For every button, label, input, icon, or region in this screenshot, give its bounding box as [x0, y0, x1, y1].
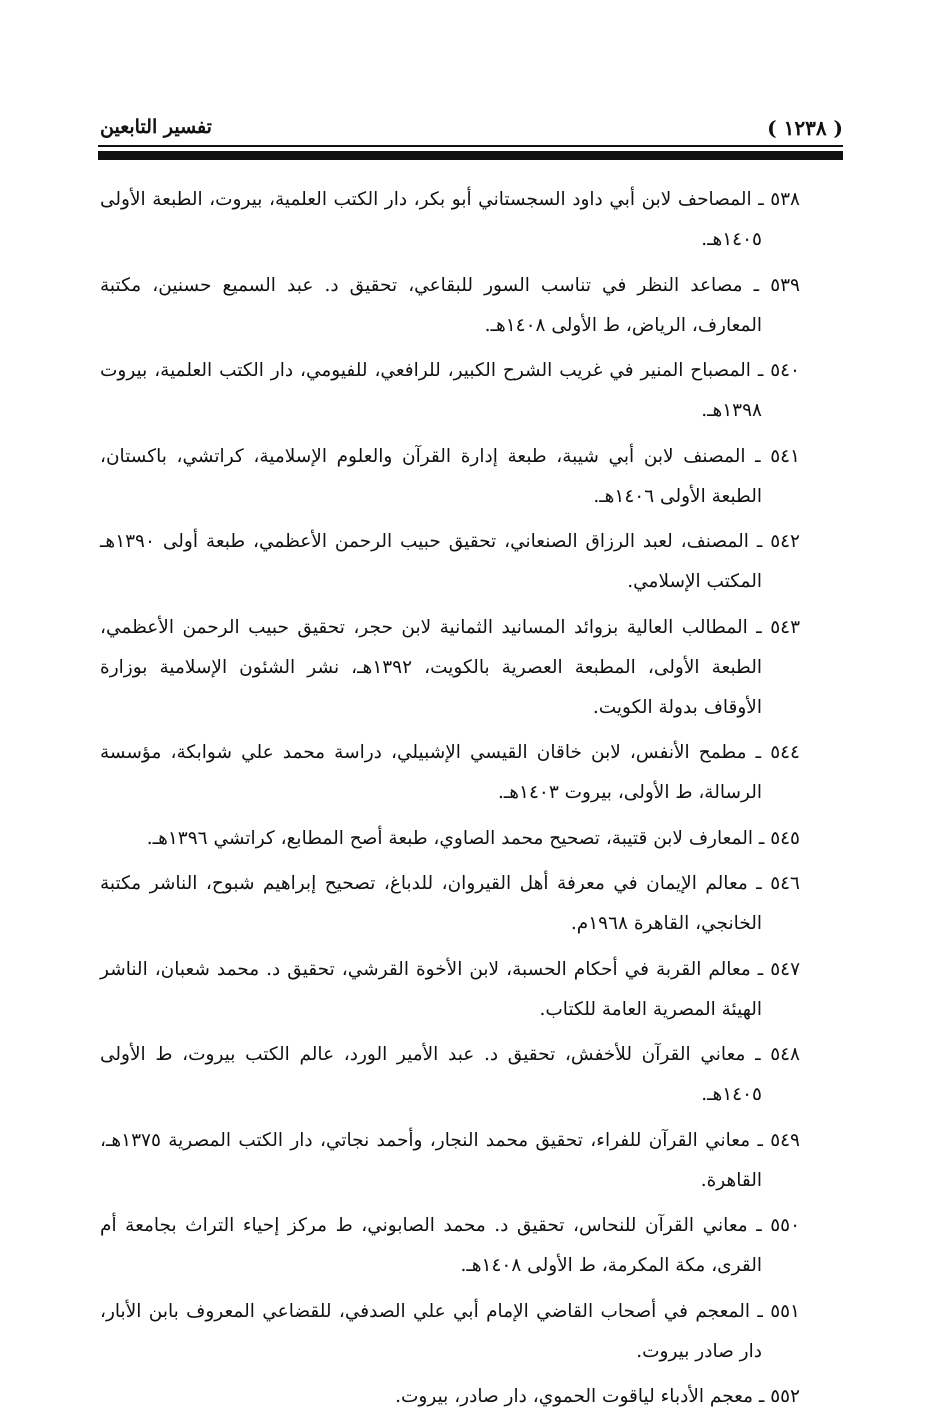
entry-number: ٥٤١ [770, 445, 800, 467]
entry-number: ٥٤٧ [770, 958, 801, 980]
header-rule-thick [98, 151, 843, 160]
entry-number: ٥٣٨ [770, 189, 800, 210]
bibliography-list [100, 180, 800, 1423]
entry-text: معجم الأدباء لياقوت الحموي، دار صادر، بيروت. [395, 1386, 753, 1407]
entry-text: المعجم في أصحاب القاضي الإمام أبي علي الصدفي، للقضاعي المعروف بابن الأبار، دار صادر بيروت. [100, 1300, 762, 1362]
bibliography-entry: ٥٤٨ ـ معاني القرآن للأخفش، تحقيق د. عبد الأمير الورد، عالم الكتب بيروت، ط الأولى ١٤٠٥هـ. [100, 1044, 800, 1105]
entry-text: مطمح الأنفس، لابن خاقان القيسي الإشبيلي، دراسة محمد علي شوابكة، مؤسسة الرسالة، ط الأولى، بيروت ١٤٠٣هـ. [100, 742, 762, 803]
bibliography-entry: ٥٤١ ـ المصنف لابن أبي شيبة، طبعة إدارة القرآن والعلوم الإسلامية، كراتشي، باكستان، الطبعة الأولى ١٤٠٦هـ. [100, 445, 800, 507]
bibliography-entry: ٥٤٣ ـ المطالب العالية بزوائد المسانيد الثمانية لابن حجر، تحقيق حبيب الرحمن الأعظمي، الطبعة الأولى، المطبعة العصرية بالكويت، ١٣٩٢هـ، نشر الشئون الإسلامية بوزارة الأوقاف بدولة الكويت. [100, 616, 801, 718]
entry-text: المطالب العالية بزوائد المسانيد الثمانية لابن حجر، تحقيق حبيب الرحمن الأعظمي، الطبعة الأولى، المطبعة العصرية بالكويت، ١٣٩٢هـ، نشر الشئون الإسلامية بوزارة الأوقاف بدولة الكويت. [100, 616, 762, 718]
bibliography-entry: ٥٤٩ ـ معاني القرآن للفراء، تحقيق محمد النجار، وأحمد نجاتي، دار الكتب المصرية ١٣٧٥هـ، القاهرة. [100, 1129, 800, 1191]
bibliography-entry: ٥٥٢ ـ معجم الأدباء لياقوت الحموي، دار صادر، بيروت. [395, 1386, 800, 1407]
entry-number: ٥٥١ [770, 1300, 800, 1322]
entry-text: معاني القرآن للفراء، تحقيق محمد النجار، وأحمد نجاتي، دار الكتب المصرية ١٣٧٥هـ، القاهرة. [100, 1129, 762, 1191]
entry-number: ٥٤٨ [770, 1044, 800, 1065]
entry-text: معالم القربة في أحكام الحسبة، لابن الأخوة القرشي، تحقيق د. محمد شعبان، الناشر الهيئة المصرية العامة للكتاب. [100, 958, 762, 1020]
entry-number: ٥٤٩ [770, 1129, 800, 1151]
entry-number: ٥٤٣ [770, 616, 801, 638]
entry-text: المصاحف لابن أبي داود السجستاني أبو بكر، دار الكتب العلمية، بيروت، الطبعة الأولى ١٤٠٥هـ. [100, 189, 762, 250]
entry-number: ٥٤٦ [770, 873, 800, 894]
entry-number: ٥٥٢ [770, 1386, 800, 1407]
bibliography-entry: ٥٥١ ـ المعجم في أصحاب القاضي الإمام أبي علي الصدفي، للقضاعي المعروف بابن الأبار، دار صادر بيروت. [100, 1300, 800, 1362]
entry-text: معاني القرآن للأخفش، تحقيق د. عبد الأمير الورد، عالم الكتب بيروت، ط الأولى ١٤٠٥هـ. [100, 1044, 762, 1105]
entry-number: ٥٤٤ [770, 742, 800, 763]
bibliography-entry: ٥٤٦ ـ معالم الإيمان في معرفة أهل القيروان، للدباغ، تصحيح إبراهيم شبوح، الناشر مكتبة الخانجي، القاهرة ١٩٦٨م. [100, 873, 800, 934]
page-number: ( ١٢٣٨ ) [767, 116, 843, 140]
entry-text: المصباح المنير في غريب الشرح الكبير، للرافعي، للفيومي، دار الكتب العلمية، بيروت ١٣٩٨هـ. [100, 360, 762, 421]
bibliography-entry: ٥٤٤ ـ مطمح الأنفس، لابن خاقان القيسي الإشبيلي، دراسة محمد علي شوابكة، مؤسسة الرسالة، ط الأولى، بيروت ١٤٠٣هـ. [100, 742, 800, 803]
entry-text: المعارف لابن قتيبة، تصحيح محمد الصاوي، طبعة أصح المطابع، كراتشي ١٣٩٦هـ. [146, 827, 753, 849]
running-title: تفسير التابعين [100, 116, 212, 138]
entry-number: ٥٥٠ [770, 1215, 801, 1236]
bibliography-entry: ٥٥٠ ـ معاني القرآن للنحاس، تحقيق د. محمد الصابوني، ط مركز إحياء التراث بجامعة أم القرى، مكة المكرمة، ط الأولى ١٤٠٨هـ. [100, 1215, 801, 1276]
entry-text: المصنف، لعبد الرزاق الصنعاني، تحقيق حبيب الرحمن الأعظمي، طبعة أولى ١٣٩٠هـ المكتب الإسلامي. [100, 531, 762, 592]
entry-number: ٥٤٥ [770, 827, 800, 849]
header-rule-thin [98, 145, 843, 147]
bibliography-entry: ٥٣٩ ـ مصاعد النظر في تناسب السور للبقاعي، تحقيق د. عبد السميع حسنين، مكتبة المعارف، الرياض، ط الأولى ١٤٠٨هـ. [100, 274, 800, 336]
entry-number: ٥٣٩ [770, 274, 800, 296]
entry-text: معالم الإيمان في معرفة أهل القيروان، للدباغ، تصحيح إبراهيم شبوح، الناشر مكتبة الخانجي، القاهرة ١٩٦٨م. [100, 873, 762, 934]
entry-number: ٥٤٠ [770, 360, 800, 381]
bibliography-entry: ٥٤٧ ـ معالم القربة في أحكام الحسبة، لابن الأخوة القرشي، تحقيق د. محمد شعبان، الناشر الهيئة المصرية العامة للكتاب. [100, 958, 801, 1020]
entry-text: مصاعد النظر في تناسب السور للبقاعي، تحقيق د. عبد السميع حسنين، مكتبة المعارف، الرياض، ط الأولى ١٤٠٨هـ. [100, 274, 762, 336]
entry-text: المصنف لابن أبي شيبة، طبعة إدارة القرآن والعلوم الإسلامية، كراتشي، باكستان، الطبعة الأولى ١٤٠٦هـ. [100, 445, 762, 507]
entry-text: معاني القرآن للنحاس، تحقيق د. محمد الصابوني، ط مركز إحياء التراث بجامعة أم القرى، مكة المكرمة، ط الأولى ١٤٠٨هـ. [100, 1215, 762, 1276]
bibliography-entry: ٥٤٠ ـ المصباح المنير في غريب الشرح الكبير، للرافعي، للفيومي، دار الكتب العلمية، بيروت ١٣٩٨هـ. [100, 360, 800, 421]
entry-number: ٥٤٢ [770, 531, 800, 552]
bibliography-entry: ٥٤٥ ـ المعارف لابن قتيبة، تصحيح محمد الصاوي، طبعة أصح المطابع، كراتشي ١٣٩٦هـ. [146, 827, 800, 849]
bibliography-entry: ٥٤٢ ـ المصنف، لعبد الرزاق الصنعاني، تحقيق حبيب الرحمن الأعظمي، طبعة أولى ١٣٩٠هـ المكتب الإسلامي. [100, 531, 800, 592]
bibliography-entry: ٥٣٨ ـ المصاحف لابن أبي داود السجستاني أبو بكر، دار الكتب العلمية، بيروت، الطبعة الأولى ١٤٠٥هـ. [100, 189, 800, 250]
